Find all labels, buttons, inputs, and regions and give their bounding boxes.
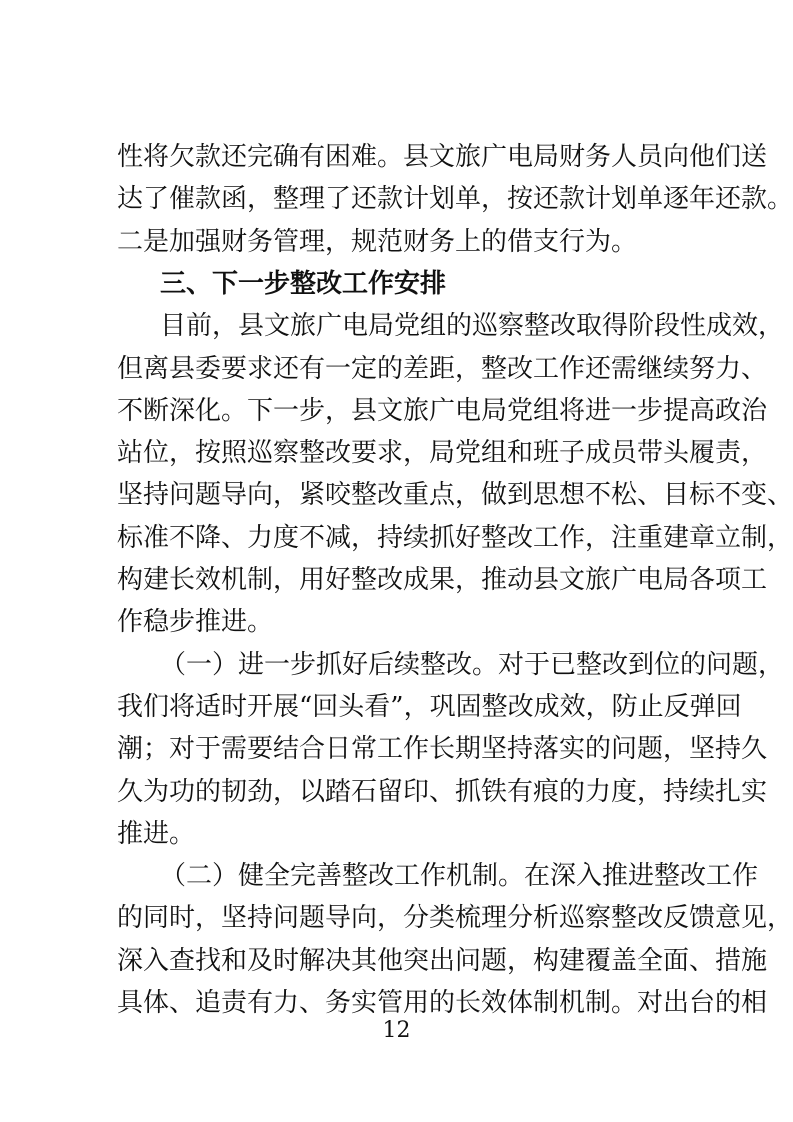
- body-text-line: 达了催款函，整理了还款计划单，按还款计划单逐年还款。: [117, 184, 793, 214]
- body-text-line: 但离县委要求还有一定的差距，整改工作还需继续努力、: [117, 354, 768, 384]
- page-number: 12: [382, 1018, 411, 1043]
- body-text-line: 二是加强财务管理，规范财务上的借支行为。: [117, 227, 638, 257]
- body-text-line: 站位，按照巡察整改要求，局党组和班子成员带头履责，: [117, 438, 768, 468]
- body-text-line: 具体、追责有力、务实管用的长效体制机制。对出台的相: [117, 988, 768, 1018]
- body-text-line: 标准不降、力度不减，持续抓好整改工作，注重建章立制，: [117, 523, 793, 553]
- body-text-line: 不断深化。下一步，县文旅广电局党组将进一步提高政治: [117, 396, 768, 426]
- body-text-line: （二）健全完善整改工作机制。在深入推进整改工作: [160, 861, 759, 891]
- body-text-line: 久为功的韧劲，以踏石留印、抓铁有痕的力度，持续扎实: [117, 777, 768, 807]
- body-text-line: 坚持问题导向，紧咬整改重点，做到思想不松、目标不变、: [117, 480, 793, 510]
- body-text-line: 我们将适时开展“回头看”，巩固整改成效，防止反弹回: [117, 692, 742, 722]
- body-text-line: 深入查找和及时解决其他突出问题，构建覆盖全面、措施: [117, 946, 768, 976]
- body-text-line: 目前，县文旅广电局党组的巡察整改取得阶段性成效，: [160, 311, 785, 341]
- body-text-line: （一）进一步抓好后续整改。对于已整改到位的问题，: [160, 650, 785, 680]
- body-text-line: 性将欠款还完确有困难。县文旅广电局财务人员向他们送: [117, 142, 768, 172]
- body-text-line: 潮；对于需要结合日常工作长期坚持落实的问题，坚持久: [117, 734, 768, 764]
- body-text-line: 的同时，坚持问题导向，分类梳理分析巡察整改反馈意见，: [117, 903, 793, 933]
- body-text-line: 构建长效机制，用好整改成果，推动县文旅广电局各项工: [117, 565, 768, 595]
- body-text-line: 推进。: [117, 819, 196, 849]
- body-text-line: 作稳步推进。: [117, 607, 274, 637]
- section-heading: 三、下一步整改工作安排: [160, 269, 447, 299]
